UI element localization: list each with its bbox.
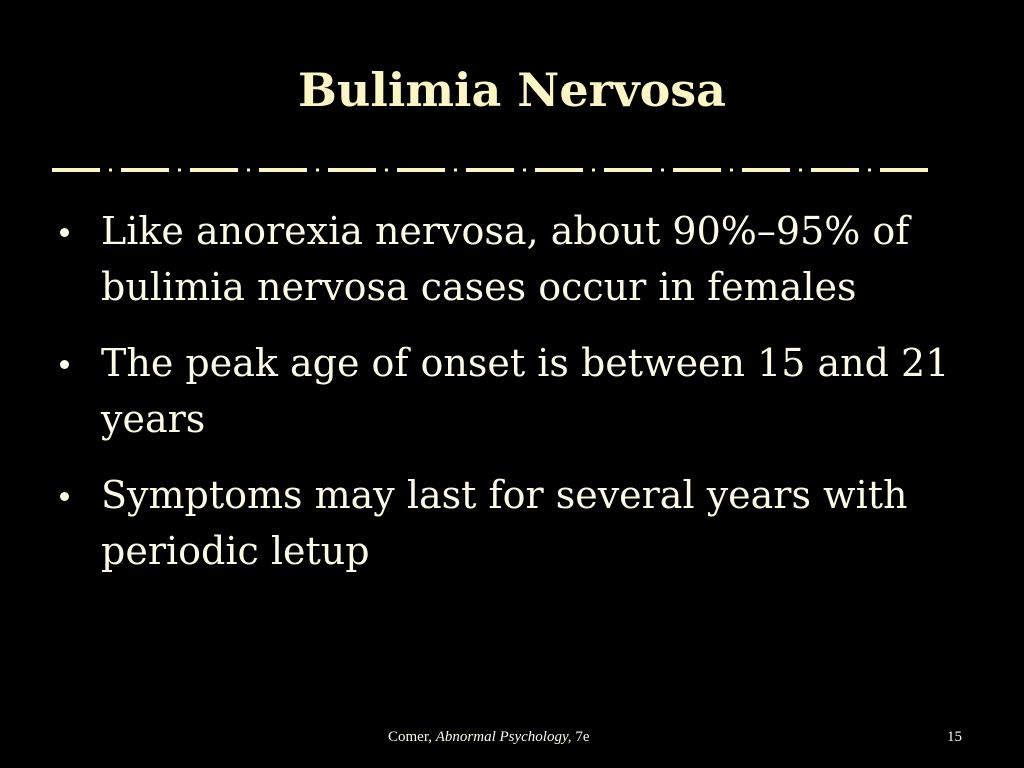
divider-dash xyxy=(604,168,652,172)
divider-dot xyxy=(868,169,871,172)
divider-dot xyxy=(109,169,112,172)
bullet-dot-icon xyxy=(60,492,69,501)
bullet-list xyxy=(60,203,990,579)
footer-citation xyxy=(388,729,589,746)
bullet-text: Symptoms may last for several years with periodic letup xyxy=(101,473,908,573)
divider-dash xyxy=(880,168,928,172)
bullet-dot-icon xyxy=(60,360,69,369)
divider-graphic xyxy=(52,163,974,177)
divider-dot xyxy=(523,169,526,172)
divider-dot xyxy=(178,169,181,172)
divider-dot xyxy=(316,169,319,172)
divider-dot xyxy=(730,169,733,172)
divider-dash xyxy=(673,168,721,172)
divider-dash xyxy=(742,168,790,172)
bullet-item xyxy=(60,335,990,447)
dash-dot-divider xyxy=(52,163,974,177)
divider-dot xyxy=(592,169,595,172)
bullet-dot-icon xyxy=(60,228,69,237)
slide-title: Bulimia Nervosa xyxy=(298,63,726,117)
footer-book-title: Abnormal Psychology, xyxy=(435,729,572,745)
divider-dot xyxy=(385,169,388,172)
bullet-text: Like anorexia nervosa, about 90%–95% of bulimia nervosa cases occur in females xyxy=(101,209,910,309)
bullet-item xyxy=(60,203,990,315)
divider-dash xyxy=(52,168,100,172)
bullet-text: The peak age of onset is between 15 and 21 years xyxy=(101,341,950,441)
divider-dash xyxy=(466,168,514,172)
divider-dot xyxy=(661,169,664,172)
divider-dash xyxy=(397,168,445,172)
page-number: 15 xyxy=(947,729,962,745)
divider-dot xyxy=(454,169,457,172)
divider-dash xyxy=(328,168,376,172)
footer-author: Comer, xyxy=(388,729,432,745)
divider-dash xyxy=(811,168,859,172)
slide-footer xyxy=(0,726,1024,750)
divider-dot xyxy=(247,169,250,172)
bullet-item xyxy=(60,467,990,579)
divider-dash xyxy=(190,168,238,172)
footer-edition: 7e xyxy=(575,729,590,745)
divider-dot xyxy=(799,169,802,172)
divider-dash xyxy=(121,168,169,172)
divider-dash xyxy=(259,168,307,172)
divider-dash xyxy=(535,168,583,172)
